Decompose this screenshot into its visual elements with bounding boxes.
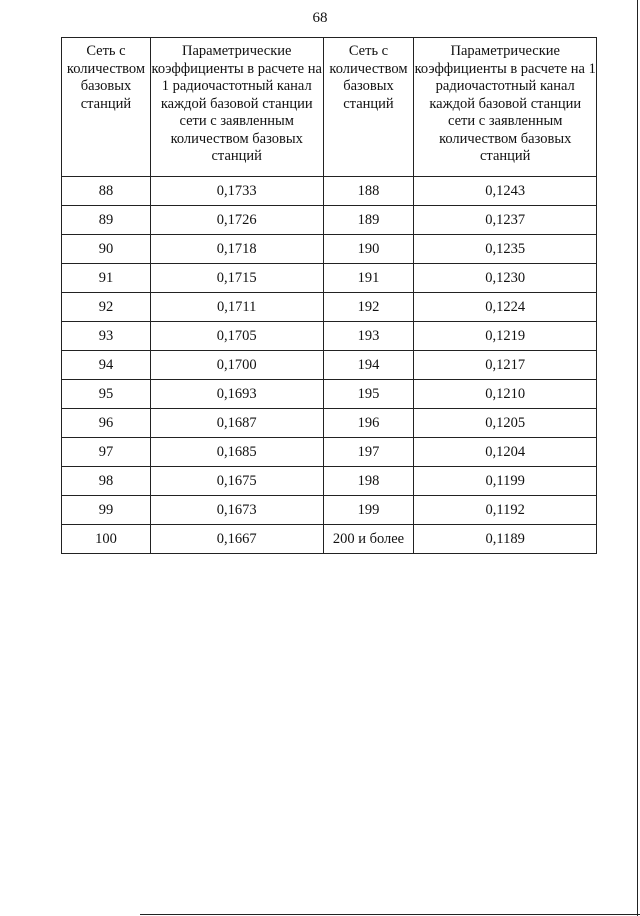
cell-stations-count-right: 189: [323, 206, 414, 235]
table-row: [62, 322, 597, 351]
cell-stations-count-right: 199: [323, 496, 414, 525]
cell-stations-count-right: 188: [323, 177, 414, 206]
cell-coefficient-left: 0,1705: [150, 322, 323, 351]
cell-coefficient-left: 0,1673: [150, 496, 323, 525]
cell-coefficient-left: 0,1693: [150, 380, 323, 409]
cell-coefficient-left: 0,1718: [150, 235, 323, 264]
page-number: 68: [312, 10, 328, 26]
cell-stations-count-left: 94: [62, 351, 151, 380]
cell-stations-count-right: 197: [323, 438, 414, 467]
cell-stations-count-right: 192: [323, 293, 414, 322]
cell-stations-count-left: 90: [62, 235, 151, 264]
cell-coefficient-left: 0,1726: [150, 206, 323, 235]
table-header-row: [62, 38, 597, 177]
table-row: [62, 206, 597, 235]
table-row: [62, 177, 597, 206]
cell-coefficient-right: 0,1192: [414, 496, 597, 525]
table-row: [62, 380, 597, 409]
table-row: [62, 235, 597, 264]
coefficient-table: [61, 37, 597, 554]
cell-coefficient-right: 0,1235: [414, 235, 597, 264]
table-row: [62, 467, 597, 496]
header-coefficient-left: Параметрические коэффициенты в расчете на 1 радиочастотный канал каждой базовой станции сети с заявленным количеством базовых станций: [150, 38, 323, 177]
cell-coefficient-right: 0,1210: [414, 380, 597, 409]
cell-coefficient-right: 0,1219: [414, 322, 597, 351]
cell-stations-count-left: 98: [62, 467, 151, 496]
cell-stations-count-right: 196: [323, 409, 414, 438]
table-row: [62, 293, 597, 322]
cell-stations-count-left: 92: [62, 293, 151, 322]
cell-stations-count-right: 198: [323, 467, 414, 496]
cell-stations-count-right: 200 и более: [323, 525, 414, 554]
cell-stations-count-left: 100: [62, 525, 151, 554]
cell-coefficient-right: 0,1237: [414, 206, 597, 235]
cell-stations-count-right: 194: [323, 351, 414, 380]
header-stations-count-left: Сеть с количеством базовых станций: [62, 38, 151, 177]
cell-coefficient-right: 0,1224: [414, 293, 597, 322]
cell-stations-count-right: 193: [323, 322, 414, 351]
cell-coefficient-right: 0,1189: [414, 525, 597, 554]
page-border-right: [637, 0, 638, 916]
cell-coefficient-right: 0,1199: [414, 467, 597, 496]
cell-stations-count-left: 96: [62, 409, 151, 438]
cell-stations-count-right: 190: [323, 235, 414, 264]
cell-stations-count-left: 95: [62, 380, 151, 409]
cell-coefficient-left: 0,1715: [150, 264, 323, 293]
table-row: [62, 525, 597, 554]
cell-coefficient-left: 0,1667: [150, 525, 323, 554]
cell-stations-count-left: 99: [62, 496, 151, 525]
cell-coefficient-right: 0,1205: [414, 409, 597, 438]
cell-stations-count-left: 97: [62, 438, 151, 467]
cell-coefficient-left: 0,1700: [150, 351, 323, 380]
table-row: [62, 496, 597, 525]
cell-stations-count-left: 93: [62, 322, 151, 351]
table-row: [62, 409, 597, 438]
cell-stations-count-left: 91: [62, 264, 151, 293]
header-coefficient-right: Параметрические коэффициенты в расчете на 1 радиочастотный канал каждой базовой станции сети с заявленным количеством базовых станций: [414, 38, 597, 177]
cell-coefficient-right: 0,1204: [414, 438, 597, 467]
cell-stations-count-right: 195: [323, 380, 414, 409]
cell-coefficient-right: 0,1230: [414, 264, 597, 293]
cell-coefficient-left: 0,1711: [150, 293, 323, 322]
table-row: [62, 264, 597, 293]
table-row: [62, 351, 597, 380]
page-border-bottom: [140, 914, 640, 915]
cell-coefficient-right: 0,1243: [414, 177, 597, 206]
cell-coefficient-left: 0,1685: [150, 438, 323, 467]
cell-stations-count-left: 89: [62, 206, 151, 235]
cell-coefficient-left: 0,1675: [150, 467, 323, 496]
header-stations-count-right: Сеть с количеством базовых станций: [323, 38, 414, 177]
cell-coefficient-right: 0,1217: [414, 351, 597, 380]
table-row: [62, 438, 597, 467]
cell-coefficient-left: 0,1733: [150, 177, 323, 206]
table-body: [62, 177, 597, 554]
cell-stations-count-right: 191: [323, 264, 414, 293]
cell-coefficient-left: 0,1687: [150, 409, 323, 438]
cell-stations-count-left: 88: [62, 177, 151, 206]
